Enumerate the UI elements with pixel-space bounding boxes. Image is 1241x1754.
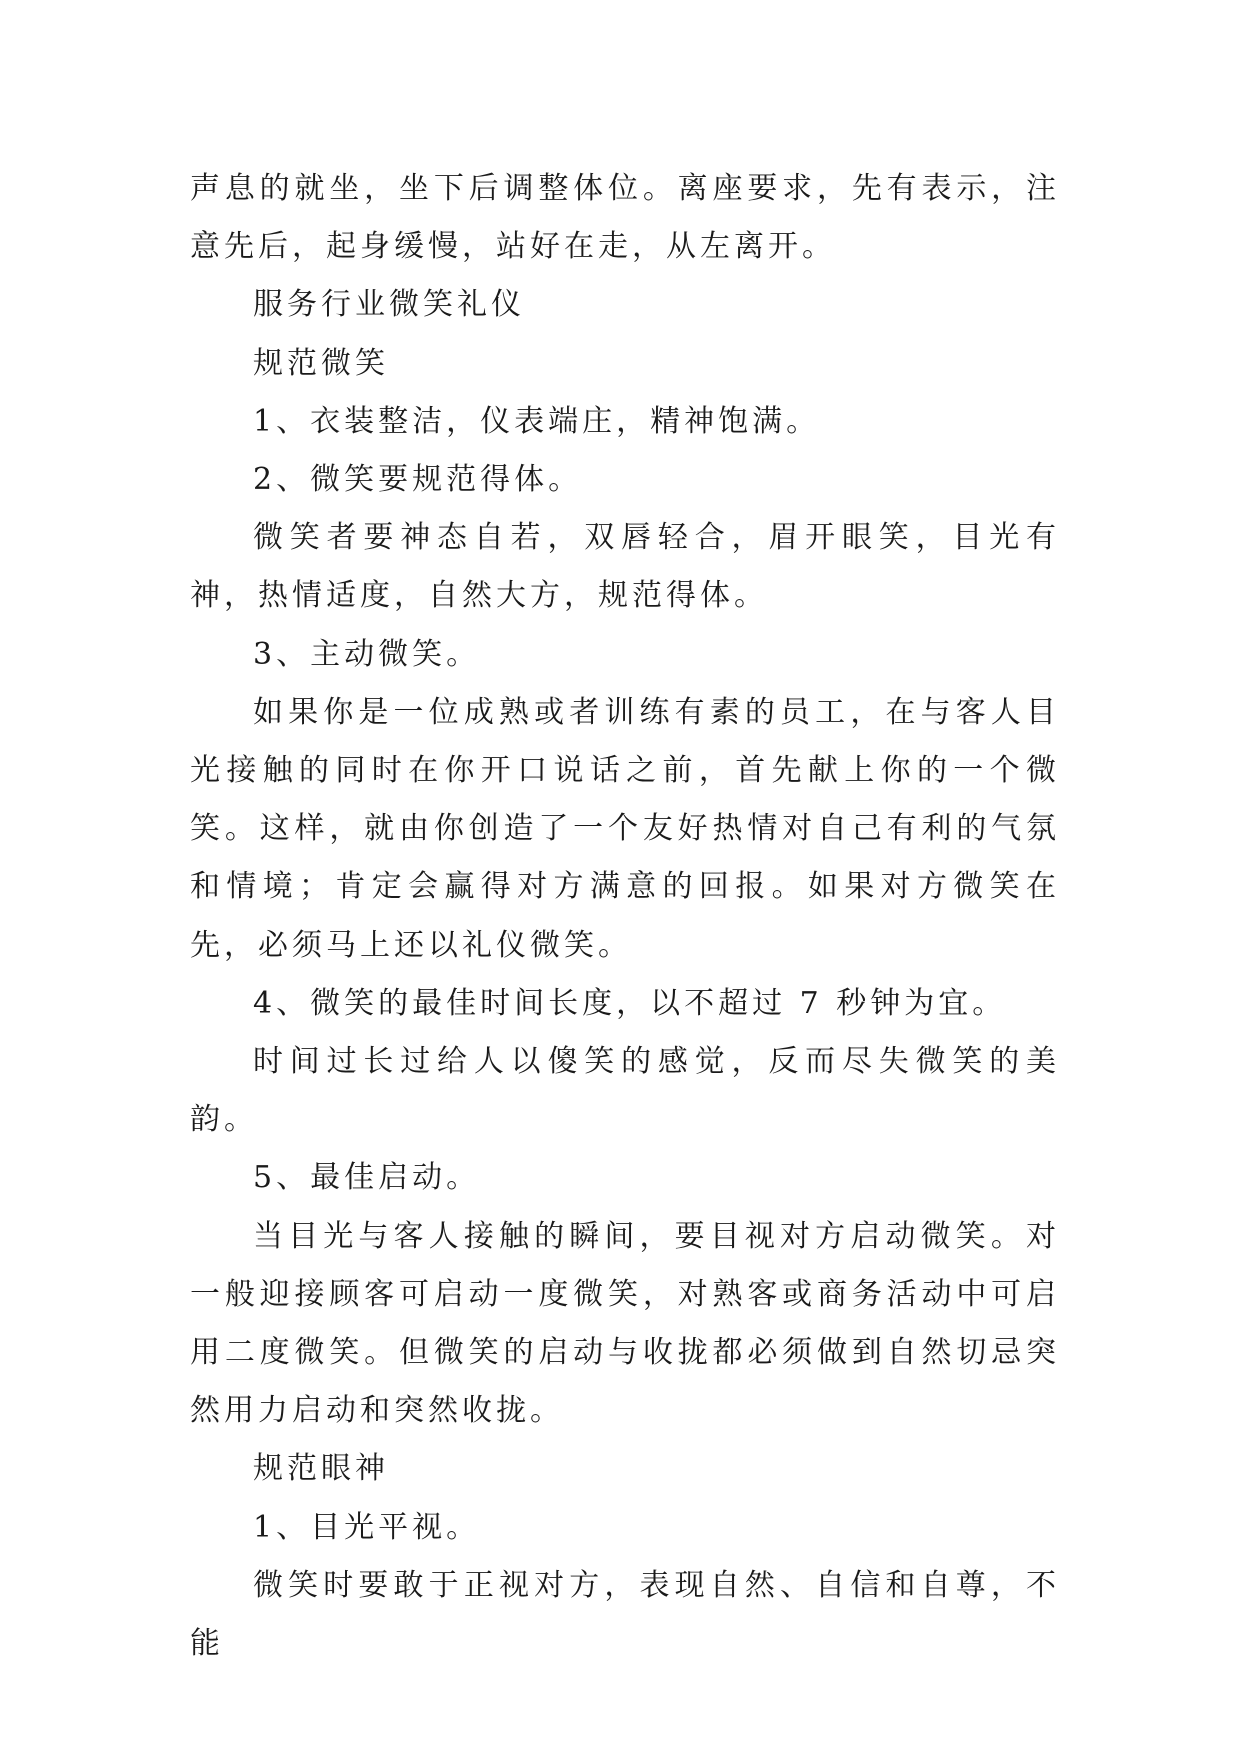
paragraph-smile-duration: 时间过长过给人以傻笑的感觉，反而尽失微笑的美韵。 (190, 1044, 1060, 1138)
list-item-gaze-1: 1、目光平视。 (253, 1509, 481, 1545)
heading-smile-etiquette: 服务行业微笑礼仪 (253, 287, 525, 323)
subheading-standard-gaze: 规范眼神 (253, 1451, 389, 1487)
list-item-4: 4、微笑的最佳时间长度，以不超过 7 秒钟为宜。 (253, 985, 1007, 1021)
document-body (190, 160, 1060, 1673)
paragraph-smile-manner: 微笑者要神态自若，双唇轻合，眉开眼笑，目光有神，热情适度，自然大方，规范得体。 (190, 520, 1060, 614)
paragraph-smile-start: 当目光与客人接触的瞬间，要目视对方启动微笑。对一般迎接顾客可启动一度微笑，对熟客或商务活动中可启用二度微笑。但微笑的启动与收拢都必须做到自然切忌突然用力启动和突然收拢。 (190, 1218, 1060, 1429)
subheading-standard-smile: 规范微笑 (253, 345, 389, 381)
list-item-5: 5、最佳启动。 (253, 1160, 481, 1196)
list-item-1: 1、衣装整洁，仪表端庄，精神饱满。 (253, 403, 821, 439)
paragraph-gaze-direct: 微笑时要敢于正视对方，表现自然、自信和自尊，不能 (190, 1567, 1060, 1662)
paragraph-seating-leaving: 声息的就坐，坐下后调整体位。离座要求，先有表示，注意先后，起身缓慢，站好在走，从左离开。 (190, 171, 1060, 265)
paragraph-active-smile: 如果你是一位成熟或者训练有素的员工，在与客人目光接触的同时在你开口说话之前，首先献上你的一个微笑。这样，就由你创造了一个友好热情对自己有利的气氛和情境；肯定会赢得对方满意的回报。如果对方微笑在先，必须马上还以礼仪微笑。 (190, 694, 1060, 963)
list-item-2: 2、微笑要规范得体。 (253, 462, 583, 498)
list-item-3: 3、主动微笑。 (253, 636, 481, 672)
